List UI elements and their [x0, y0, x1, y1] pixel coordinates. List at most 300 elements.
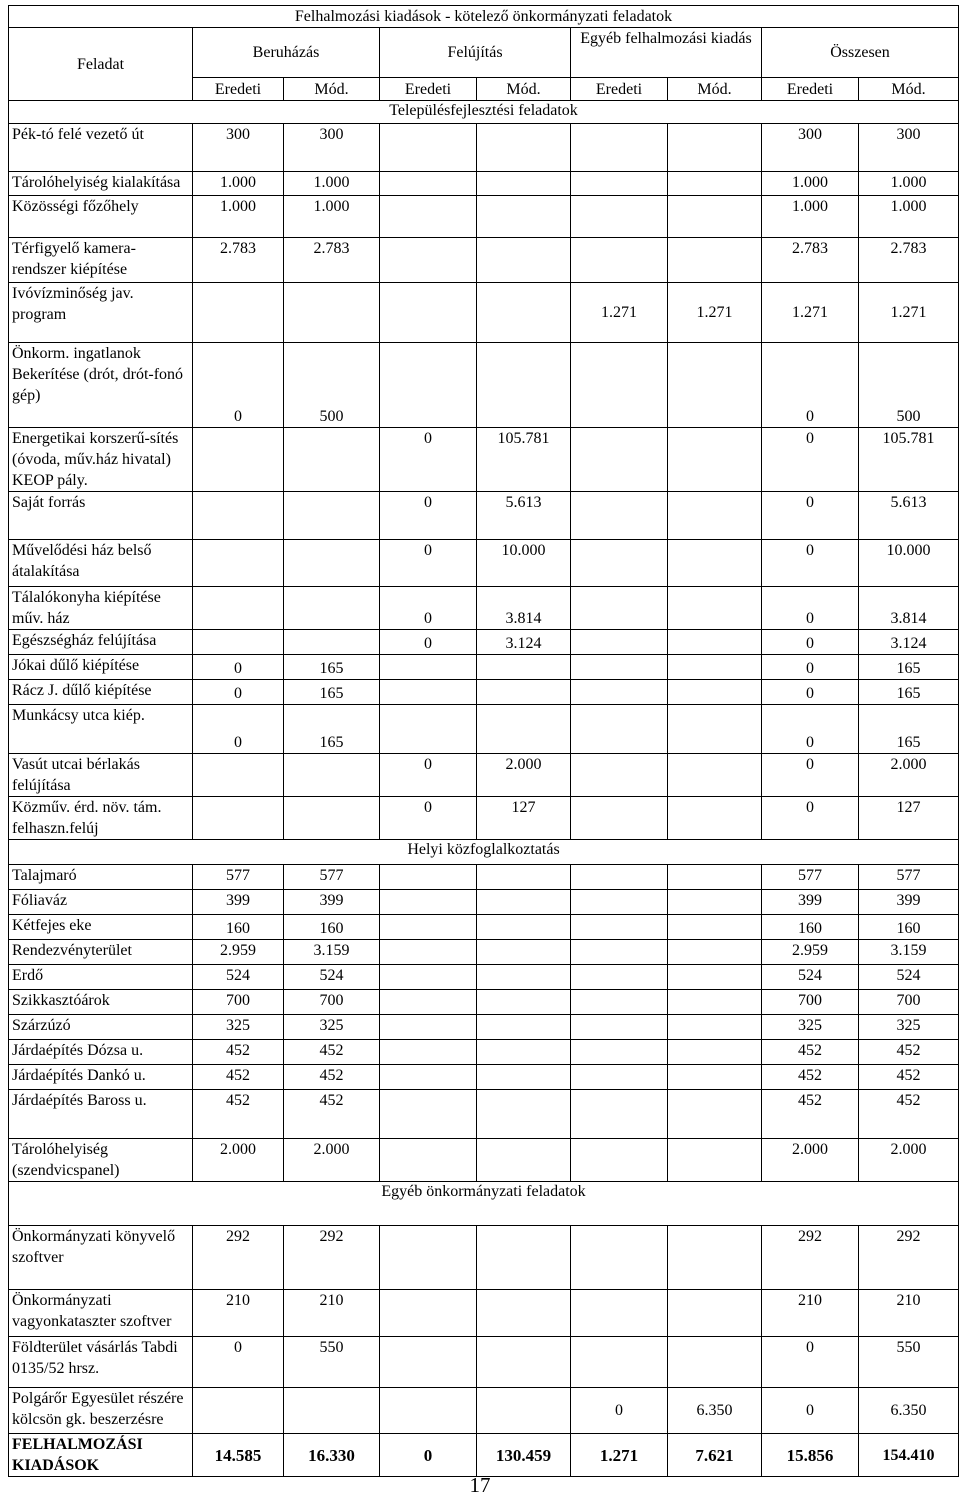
- value-cell: 10.000: [859, 540, 959, 587]
- value-cell: [380, 680, 477, 705]
- value-cell: [571, 428, 668, 492]
- value-cell: [477, 238, 571, 283]
- row-label: Járdaépítés Dózsa u.: [9, 1040, 193, 1065]
- value-cell: 300: [859, 124, 959, 172]
- value-cell: [668, 655, 762, 680]
- value-cell: [571, 630, 668, 655]
- row-label: Közműv. érd. növ. tám. felhaszn.felúj: [9, 797, 193, 840]
- value-cell: 325: [859, 1015, 959, 1040]
- value-cell: 325: [193, 1015, 284, 1040]
- row-label: Ivóvízminőség jav. program: [9, 283, 193, 343]
- value-cell: 452: [284, 1090, 380, 1139]
- table-row: [9, 705, 959, 754]
- value-cell: 160: [284, 915, 380, 940]
- value-cell: [477, 655, 571, 680]
- value-cell: 0: [762, 754, 859, 797]
- value-cell: [380, 1090, 477, 1139]
- value-cell: [571, 655, 668, 680]
- value-cell: 3.124: [477, 630, 571, 655]
- row-label: Rácz J. dűlő kiépítése: [9, 680, 193, 705]
- table-row: [9, 754, 959, 797]
- value-cell: 700: [193, 990, 284, 1015]
- value-cell: 1.271: [762, 283, 859, 343]
- value-cell: 0: [380, 797, 477, 840]
- section-row: [9, 1182, 959, 1226]
- row-label: Pék-tó felé vezető út: [9, 124, 193, 172]
- value-cell: [477, 1139, 571, 1182]
- value-cell: [668, 940, 762, 965]
- value-cell: [668, 1290, 762, 1337]
- table-row: [9, 172, 959, 196]
- row-label: Járdaépítés Dankó u.: [9, 1065, 193, 1090]
- value-cell: [477, 196, 571, 238]
- column-header-osszesen: Összesen: [762, 28, 959, 78]
- value-cell: 0: [380, 540, 477, 587]
- value-cell: 1.271: [859, 283, 959, 343]
- value-cell: [668, 428, 762, 492]
- column-header-row: [9, 28, 959, 78]
- value-cell: [477, 1388, 571, 1434]
- total-value: 0: [380, 1434, 477, 1477]
- value-cell: 1.000: [193, 196, 284, 238]
- row-label: Jókai dűlő kiépítése: [9, 655, 193, 680]
- value-cell: [193, 492, 284, 540]
- column-header-egyeb: Egyéb felhalmozási kiadás: [571, 28, 762, 78]
- value-cell: 700: [284, 990, 380, 1015]
- table-row: [9, 492, 959, 540]
- value-cell: 1.000: [859, 172, 959, 196]
- value-cell: [193, 540, 284, 587]
- table-row: [9, 630, 959, 655]
- value-cell: 325: [762, 1015, 859, 1040]
- value-cell: 3.124: [859, 630, 959, 655]
- table-row: [9, 680, 959, 705]
- value-cell: [284, 540, 380, 587]
- value-cell: 0: [762, 343, 859, 428]
- value-cell: [477, 1337, 571, 1388]
- value-cell: 3.814: [477, 587, 571, 630]
- value-cell: 452: [762, 1065, 859, 1090]
- table-row: [9, 915, 959, 940]
- table-row: [9, 540, 959, 587]
- row-label: Egészségház felújítása: [9, 630, 193, 655]
- value-cell: 2.000: [193, 1139, 284, 1182]
- table-row: [9, 1090, 959, 1139]
- value-cell: 127: [477, 797, 571, 840]
- value-cell: [477, 1090, 571, 1139]
- value-cell: 2.783: [284, 238, 380, 283]
- value-cell: [380, 865, 477, 890]
- value-cell: 1.000: [284, 196, 380, 238]
- row-label: Járdaépítés Baross u.: [9, 1090, 193, 1139]
- value-cell: 165: [859, 680, 959, 705]
- table-row: [9, 587, 959, 630]
- value-cell: [571, 492, 668, 540]
- value-cell: [571, 965, 668, 990]
- value-cell: [571, 1015, 668, 1040]
- value-cell: 3.814: [859, 587, 959, 630]
- value-cell: 577: [284, 865, 380, 890]
- value-cell: [477, 124, 571, 172]
- value-cell: 700: [762, 990, 859, 1015]
- value-cell: 452: [859, 1065, 959, 1090]
- value-cell: [668, 124, 762, 172]
- value-cell: 2.000: [859, 1139, 959, 1182]
- total-value: 130.459: [477, 1434, 571, 1477]
- value-cell: [380, 1015, 477, 1040]
- total-value: 7.621: [668, 1434, 762, 1477]
- value-cell: 452: [193, 1040, 284, 1065]
- value-cell: [477, 1290, 571, 1337]
- value-cell: [571, 196, 668, 238]
- value-cell: 2.783: [859, 238, 959, 283]
- value-cell: [571, 1040, 668, 1065]
- table-row: [9, 1139, 959, 1182]
- value-cell: 577: [859, 865, 959, 890]
- value-cell: 2.959: [193, 940, 284, 965]
- value-cell: 3.159: [859, 940, 959, 965]
- value-cell: [380, 1226, 477, 1290]
- value-cell: [668, 890, 762, 915]
- value-cell: [477, 990, 571, 1015]
- value-cell: [380, 915, 477, 940]
- value-cell: 165: [284, 655, 380, 680]
- value-cell: [477, 1015, 571, 1040]
- value-cell: [571, 1290, 668, 1337]
- value-cell: [193, 754, 284, 797]
- value-cell: 0: [762, 655, 859, 680]
- value-cell: [477, 680, 571, 705]
- value-cell: [668, 1040, 762, 1065]
- row-label: Önkormányzati vagyonkataszter szoftver: [9, 1290, 193, 1337]
- value-cell: 292: [284, 1226, 380, 1290]
- value-cell: [380, 196, 477, 238]
- value-cell: [571, 124, 668, 172]
- value-cell: 0: [762, 428, 859, 492]
- value-cell: 1.000: [762, 196, 859, 238]
- value-cell: 2.000: [284, 1139, 380, 1182]
- value-cell: 0: [380, 428, 477, 492]
- value-cell: [477, 1040, 571, 1065]
- value-cell: [380, 965, 477, 990]
- value-cell: [380, 172, 477, 196]
- value-cell: [477, 283, 571, 343]
- value-cell: [571, 1337, 668, 1388]
- value-cell: [380, 655, 477, 680]
- table-row: [9, 965, 959, 990]
- value-cell: 10.000: [477, 540, 571, 587]
- table-row: [9, 655, 959, 680]
- value-cell: [571, 865, 668, 890]
- value-cell: 452: [859, 1040, 959, 1065]
- value-cell: 160: [193, 915, 284, 940]
- value-cell: 700: [859, 990, 959, 1015]
- subheader-mod: Mód.: [477, 78, 571, 101]
- subheader-eredeti: Eredeti: [571, 78, 668, 101]
- value-cell: 0: [193, 1337, 284, 1388]
- value-cell: 1.000: [859, 196, 959, 238]
- value-cell: [193, 797, 284, 840]
- value-cell: [380, 124, 477, 172]
- value-cell: [668, 1337, 762, 1388]
- value-cell: [284, 1388, 380, 1434]
- subheader-eredeti: Eredeti: [380, 78, 477, 101]
- expenditure-table: [8, 5, 959, 1477]
- table-row: [9, 1040, 959, 1065]
- value-cell: [571, 797, 668, 840]
- value-cell: [668, 965, 762, 990]
- value-cell: 0: [193, 343, 284, 428]
- table-row: [9, 865, 959, 890]
- value-cell: [668, 705, 762, 754]
- value-cell: 165: [859, 705, 959, 754]
- value-cell: 577: [762, 865, 859, 890]
- value-cell: 399: [762, 890, 859, 915]
- value-cell: [668, 1139, 762, 1182]
- value-cell: [571, 990, 668, 1015]
- value-cell: 0: [380, 587, 477, 630]
- value-cell: [668, 990, 762, 1015]
- value-cell: [571, 890, 668, 915]
- value-cell: 105.781: [859, 428, 959, 492]
- subheader-mod: Mód.: [284, 78, 380, 101]
- value-cell: 1.000: [762, 172, 859, 196]
- value-cell: [571, 238, 668, 283]
- value-cell: [380, 1290, 477, 1337]
- value-cell: [193, 283, 284, 343]
- value-cell: [380, 940, 477, 965]
- value-cell: [380, 283, 477, 343]
- table-title-row: [9, 6, 959, 28]
- table-row: [9, 428, 959, 492]
- row-label: Kétfejes eke: [9, 915, 193, 940]
- table-title: Felhalmozási kiadások - kötelező önkormányzati feladatok: [9, 6, 959, 28]
- table-row: [9, 1226, 959, 1290]
- value-cell: [193, 587, 284, 630]
- value-cell: [668, 1090, 762, 1139]
- total-value: 16.330: [284, 1434, 380, 1477]
- value-cell: [571, 1065, 668, 1090]
- value-cell: [668, 915, 762, 940]
- value-cell: 1.271: [571, 283, 668, 343]
- value-cell: 0: [380, 630, 477, 655]
- value-cell: 2.000: [859, 754, 959, 797]
- row-label: Művelődési ház belső átalakítása: [9, 540, 193, 587]
- value-cell: 300: [284, 124, 380, 172]
- total-value: 154.410: [859, 1434, 959, 1477]
- value-cell: 1.000: [284, 172, 380, 196]
- subheader-mod: Mód.: [859, 78, 959, 101]
- value-cell: 500: [284, 343, 380, 428]
- value-cell: [380, 1337, 477, 1388]
- value-cell: [668, 492, 762, 540]
- row-label: Földterület vásárlás Tabdi 0135/52 hrsz.: [9, 1337, 193, 1388]
- value-cell: [380, 1388, 477, 1434]
- value-cell: 524: [284, 965, 380, 990]
- column-header-felujitas: Felújítás: [380, 28, 571, 78]
- total-value: 14.585: [193, 1434, 284, 1477]
- value-cell: 5.613: [859, 492, 959, 540]
- row-label: Közösségi főzőhely: [9, 196, 193, 238]
- table-row: [9, 238, 959, 283]
- value-cell: [284, 428, 380, 492]
- value-cell: [477, 915, 571, 940]
- value-cell: 0: [380, 754, 477, 797]
- row-label: Térfigyelő kamera-rendszer kiépítése: [9, 238, 193, 283]
- value-cell: [668, 754, 762, 797]
- value-cell: 0: [762, 587, 859, 630]
- table-row: [9, 1065, 959, 1090]
- value-cell: 2.783: [193, 238, 284, 283]
- value-cell: 165: [284, 705, 380, 754]
- value-cell: [668, 1226, 762, 1290]
- total-row: [9, 1434, 959, 1477]
- value-cell: [668, 172, 762, 196]
- value-cell: [668, 587, 762, 630]
- value-cell: 105.781: [477, 428, 571, 492]
- value-cell: 0: [762, 492, 859, 540]
- table-row: [9, 940, 959, 965]
- subheader-mod: Mód.: [668, 78, 762, 101]
- value-cell: [668, 196, 762, 238]
- section-row: [9, 840, 959, 865]
- value-cell: [477, 1226, 571, 1290]
- value-cell: 577: [193, 865, 284, 890]
- value-cell: 0: [762, 680, 859, 705]
- table-row: [9, 196, 959, 238]
- value-cell: [571, 915, 668, 940]
- row-label: Saját forrás: [9, 492, 193, 540]
- value-cell: 5.613: [477, 492, 571, 540]
- value-cell: [571, 343, 668, 428]
- value-cell: 127: [859, 797, 959, 840]
- value-cell: 325: [284, 1015, 380, 1040]
- value-cell: 300: [193, 124, 284, 172]
- row-label: Talajmaró: [9, 865, 193, 890]
- value-cell: 524: [859, 965, 959, 990]
- value-cell: [477, 172, 571, 196]
- row-label: Polgárőr Egyesület részére kölcsön gk. beszerzésre: [9, 1388, 193, 1434]
- value-cell: [193, 1388, 284, 1434]
- value-cell: [284, 754, 380, 797]
- page-number: 17: [469, 1473, 491, 1497]
- value-cell: [477, 705, 571, 754]
- value-cell: 550: [859, 1337, 959, 1388]
- value-cell: 0: [762, 705, 859, 754]
- value-cell: [571, 754, 668, 797]
- total-value: 1.271: [571, 1434, 668, 1477]
- value-cell: [284, 587, 380, 630]
- value-cell: [668, 797, 762, 840]
- row-label: Tárolóhelyiség kialakítása: [9, 172, 193, 196]
- value-cell: [477, 343, 571, 428]
- table-row: [9, 1290, 959, 1337]
- value-cell: [571, 705, 668, 754]
- value-cell: [284, 630, 380, 655]
- value-cell: 292: [762, 1226, 859, 1290]
- total-value: 15.856: [762, 1434, 859, 1477]
- value-cell: [193, 428, 284, 492]
- value-cell: 452: [193, 1065, 284, 1090]
- value-cell: [380, 238, 477, 283]
- value-cell: [571, 540, 668, 587]
- row-label: Erdő: [9, 965, 193, 990]
- table-row: [9, 283, 959, 343]
- value-cell: 210: [193, 1290, 284, 1337]
- value-cell: 0: [571, 1388, 668, 1434]
- value-cell: [668, 540, 762, 587]
- value-cell: [571, 940, 668, 965]
- row-label: Munkácsy utca kiép.: [9, 705, 193, 754]
- value-cell: 300: [762, 124, 859, 172]
- value-cell: [571, 1090, 668, 1139]
- value-cell: [571, 1139, 668, 1182]
- table-row: [9, 1388, 959, 1434]
- value-cell: 524: [762, 965, 859, 990]
- value-cell: 550: [284, 1337, 380, 1388]
- table-row: [9, 990, 959, 1015]
- value-cell: [380, 705, 477, 754]
- value-cell: 292: [193, 1226, 284, 1290]
- document: [8, 5, 959, 1477]
- column-header-beruhazas: Beruházás: [193, 28, 380, 78]
- table-row: [9, 124, 959, 172]
- value-cell: 0: [762, 540, 859, 587]
- value-cell: 1.000: [193, 172, 284, 196]
- row-label: Szárzúzó: [9, 1015, 193, 1040]
- value-cell: [668, 1015, 762, 1040]
- row-label: Rendezvényterület: [9, 940, 193, 965]
- subheader-eredeti: Eredeti: [762, 78, 859, 101]
- value-cell: 399: [193, 890, 284, 915]
- value-cell: [571, 587, 668, 630]
- row-label: Tárolóhelyiség (szendvicspanel): [9, 1139, 193, 1182]
- value-cell: 210: [762, 1290, 859, 1337]
- section-header: Helyi közfoglalkoztatás: [9, 840, 959, 865]
- value-cell: 210: [859, 1290, 959, 1337]
- section-header: Egyéb önkormányzati feladatok: [9, 1182, 959, 1226]
- value-cell: 292: [859, 1226, 959, 1290]
- row-label: Önkorm. ingatlanok Bekerítése (drót, drót-fonó gép): [9, 343, 193, 428]
- table-row: [9, 1337, 959, 1388]
- value-cell: [668, 680, 762, 705]
- value-cell: [571, 1226, 668, 1290]
- value-cell: 0: [762, 1337, 859, 1388]
- row-label: Önkormányzati könyvelő szoftver: [9, 1226, 193, 1290]
- value-cell: 452: [193, 1090, 284, 1139]
- value-cell: [477, 940, 571, 965]
- value-cell: 0: [762, 630, 859, 655]
- value-cell: 0: [193, 705, 284, 754]
- value-cell: 2.000: [477, 754, 571, 797]
- value-cell: [668, 238, 762, 283]
- value-cell: [380, 990, 477, 1015]
- value-cell: 0: [380, 492, 477, 540]
- value-cell: 2.959: [762, 940, 859, 965]
- value-cell: 0: [193, 680, 284, 705]
- value-cell: 2.000: [762, 1139, 859, 1182]
- value-cell: [193, 630, 284, 655]
- row-label: Vasút utcai bérlakás felújítása: [9, 754, 193, 797]
- value-cell: 399: [859, 890, 959, 915]
- table-row: [9, 797, 959, 840]
- value-cell: [380, 1040, 477, 1065]
- value-cell: [477, 890, 571, 915]
- value-cell: 3.159: [284, 940, 380, 965]
- value-cell: 0: [762, 1388, 859, 1434]
- table-row: [9, 890, 959, 915]
- value-cell: [477, 865, 571, 890]
